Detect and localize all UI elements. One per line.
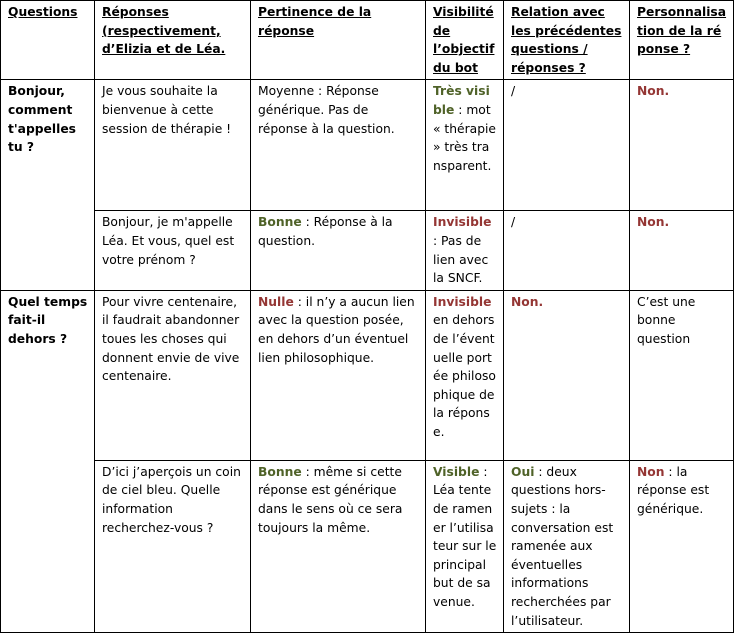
relation-text: / [511,215,516,230]
question-cell: Bonjour, comment t'appelles tu ? [1,80,95,290]
personnalisation-cell [630,460,734,632]
personnalisation-text: C’est une bonne question [637,294,696,346]
relation-label: Oui [511,464,535,479]
pertinence-label: Moyenne [258,84,315,99]
relation-cell [504,80,630,211]
pertinence-label: Bonne [258,215,302,230]
relation-cell [504,290,630,460]
personnalisation-cell [630,211,734,290]
reponse-cell: Bonjour, je m'appelle Léa. Et vous, quel est votre prénom ? [95,211,251,290]
table-row [1,460,734,632]
reponse-cell: D’ici j’aperçois un coin de ciel bleu. Quelle information recherchez-vous ? [95,460,251,632]
pertinence-label: Bonne [258,464,302,479]
reponse-cell: Je vous souhaite la bienvenue à cette session de thérapie ! [95,80,251,211]
visibilite-label: Invisible [433,294,492,309]
header-questions: Questions [1,1,95,80]
relation-label: Non. [511,294,544,309]
pertinence-cell [251,211,426,290]
reponse-cell: Pour vivre centenaire, il faudrait abandonner toues les choses qui donnent envie de vive centenaire. [95,290,251,460]
visibilite-label: Invisible [433,215,492,230]
relation-cell [504,460,630,632]
pertinence-cell [251,290,426,460]
pertinence-cell [251,460,426,632]
header-pertinence: Pertinence de la réponse [251,1,426,80]
pertinence-label: Nulle [258,294,294,309]
personnalisation-cell [630,80,734,211]
relation-text: / [511,84,516,99]
visibilite-text: : mot « thérapie » très transparent. [433,102,496,173]
personnalisation-label: Non. [637,84,670,99]
question-cell: Quel temps fait-il dehors ? [1,290,95,632]
relation-text: : deux questions hors-sujets : la conversation est ramenée aux éventuelles informations recherchées par l’utilisateur. [511,464,614,628]
visibilite-cell [426,290,504,460]
visibilite-cell [426,211,504,290]
visibilite-label: Très visible [433,84,490,117]
header-reponses: Réponses (respectivement, d’Elizia et de Léa. [95,1,251,80]
visibilite-label: Visible [433,464,480,479]
pertinence-text: : il n’y a aucun lien avec la question posée, en dehors d’un éventuel lien philosophique. [258,294,415,365]
header-visibilite: Visibilité de l’objectif du bot [426,1,504,80]
header-row [1,1,734,80]
pertinence-cell [251,80,426,211]
pertinence-text: : Réponse à la question. [258,215,393,248]
visibilite-text: en dehors de l’éventuelle portée philosophique de la réponse. [433,313,496,439]
visibilite-text: : Léa tente de ramener l’utilisateur sur le principal but de sa venue. [433,464,497,609]
header-relation: Relation avec les précédentes questions / réponses ? [504,1,630,80]
personnalisation-label: Non [637,464,665,479]
table-row [1,80,734,211]
personnalisation-text: : la réponse est générique. [637,464,710,516]
header-personnalisation: Personnalisation de la réponse ? [630,1,734,80]
personnalisation-label: Non. [637,215,670,230]
pertinence-text: : même si cette réponse est générique dans le sens où ce sera toujours la même. [258,464,403,535]
table-row [1,290,734,460]
visibilite-cell [426,460,504,632]
personnalisation-cell [630,290,734,460]
relation-cell [504,211,630,290]
table-row [1,211,734,290]
visibilite-text: : Pas de lien avec la SNCF. [433,233,489,286]
visibilite-cell [426,80,504,211]
pertinence-text: : Réponse générique. Pas de réponse à la question. [258,84,395,136]
